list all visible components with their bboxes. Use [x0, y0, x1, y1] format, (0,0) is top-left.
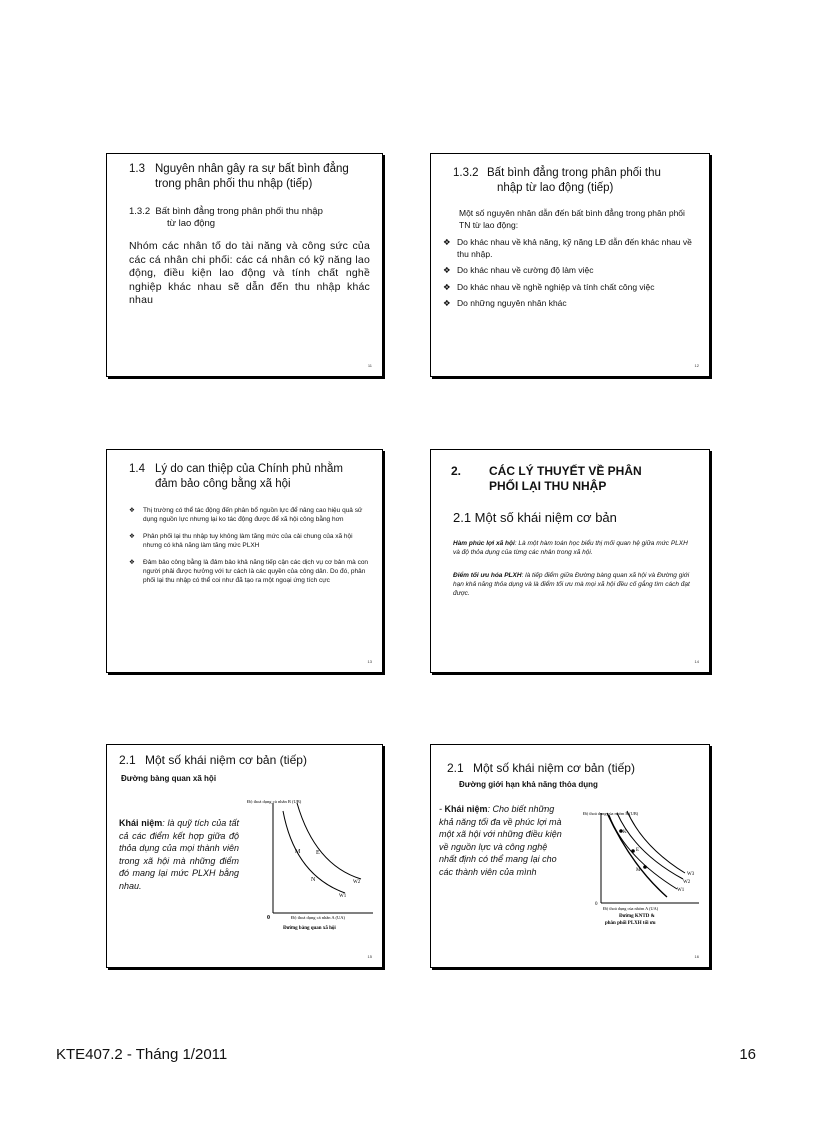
- utility-frontier-curve: [607, 813, 667, 897]
- list-item-text: Do khác nhau về nghề nghiệp và tính chất công việc: [457, 281, 655, 292]
- x-axis-label: Độ thoả dụng của nhóm A (UA): [603, 906, 659, 911]
- slide-title: [119, 753, 370, 768]
- point-m-marker: [643, 865, 647, 869]
- title-number: 1.3.2: [453, 167, 479, 179]
- title-number: 2.: [451, 464, 462, 478]
- title-line-2: đảm bảo công bằng xã hội: [155, 478, 291, 490]
- origin-label: 0: [595, 902, 598, 907]
- title-number: 1.3: [129, 163, 145, 175]
- diamond-bullet-icon: ❖: [129, 559, 135, 566]
- concept-definition: [119, 817, 239, 892]
- diamond-bullet-icon: ❖: [443, 281, 451, 292]
- point-e-marker: [631, 849, 635, 853]
- title-line-2: PHỐI LẠI THU NHẬP: [489, 479, 607, 493]
- list-item: [443, 298, 697, 310]
- footer-page-number: 16: [739, 1046, 756, 1063]
- utility-possibility-chart: [581, 807, 705, 937]
- curve-w1: [609, 815, 677, 889]
- list-item-text: Thị trường có thể tác động đến phân bổ nguồn lực để nâng cao hiệu quả sử dụng nguồn lực nhưng lại ko tác động được để xã hội công bằng hơn: [143, 507, 363, 523]
- slide-page-number: 14: [694, 659, 699, 664]
- title-line-2: trong phân phối thu nhập (tiếp): [155, 178, 313, 190]
- curve-w2: [297, 803, 361, 879]
- list-item: [443, 265, 697, 277]
- curve-label-w1: W1: [339, 894, 347, 899]
- title-line-1: Một số khái niệm cơ bản (tiếp): [473, 761, 635, 775]
- diamond-bullet-icon: ❖: [129, 533, 135, 540]
- concept-definition: [439, 803, 567, 878]
- list-item: [129, 506, 370, 524]
- curve-label-w3: W3: [687, 872, 695, 877]
- subtitle-number: 1.3.2: [129, 206, 151, 217]
- slide-page-number: 16: [694, 954, 699, 959]
- slide-16: [430, 744, 710, 968]
- slide-title: [119, 162, 370, 192]
- chart-caption: Đường bàng quan xã hội: [283, 926, 336, 931]
- chart-caption-line-1: Đường KNTD &: [619, 914, 655, 919]
- subtitle-line-2: từ lao động: [167, 218, 216, 229]
- list-item: [443, 237, 697, 260]
- slide-page-number: 12: [694, 363, 699, 368]
- slide-body: Nhóm các nhân tố do tài năng và công sức của các cá nhân chi phối: các cá nhân có kỹ năng lao động, điều kiện lao động và tính chất nghề nghiệp khác nhau sẽ dẫn đến thu nhập khác nhau: [129, 240, 370, 306]
- point-e: E: [316, 850, 320, 856]
- definition-text: : là tiếp điểm giữa Đường bàng quan xã hội và Đường giới hạn khả năng thỏa dụng và là điểm tối ưu mà mọi xã hội đều cố gắng tìm cách đạt được.: [453, 572, 690, 597]
- x-axis-label: Độ thoả dụng cá nhân A (UA): [291, 915, 345, 920]
- title-number: 2.1: [119, 753, 136, 767]
- point-m: M: [636, 868, 641, 873]
- list-item: [129, 532, 370, 550]
- list-item: [129, 558, 370, 585]
- diamond-bullet-icon: ❖: [443, 265, 451, 275]
- slide-subtitle: [129, 206, 370, 230]
- slide-intro: Một số nguyên nhân dẫn đến bất bình đẳng trong phân phối TN từ lao động:: [459, 208, 685, 230]
- slide-subtitle: Đường bàng quan xã hội: [121, 774, 217, 783]
- slide-12: [430, 153, 710, 377]
- bullet-list: [129, 506, 370, 585]
- slide-11: [106, 153, 383, 377]
- list-item-text: Do khác nhau về cường độ làm việc: [457, 265, 594, 275]
- list-item-text: Đảm bảo công bằng là đảm bảo khả năng tiếp cận các dịch vụ cơ bản mà con người phải được hưởng với tư cách là các quyền của công dân. Do đó, phân phối lại thu nhập có thể coi như đã tạo ra một ngoại ứng tích cực: [143, 559, 369, 584]
- slide-page-number: 13: [367, 659, 372, 664]
- title-number: 2.1: [447, 761, 464, 775]
- point-m: M: [295, 849, 301, 855]
- slide-title: [443, 761, 697, 776]
- chart-caption-line-2: phân phối PLXH tối ưu: [605, 921, 656, 926]
- concept-term: Khái niệm: [444, 804, 488, 814]
- y-axis-label: Độ thoả dụng củ nhân B (UB): [247, 799, 302, 804]
- title-line-1: Nguyên nhân gây ra sự bất bình đẳng: [155, 163, 349, 175]
- bullet-list: [443, 237, 697, 310]
- title-line-1: Lý do can thiệp của Chính phủ nhằm: [155, 463, 343, 475]
- list-item-text: Do những nguyên nhân khác: [457, 298, 567, 308]
- concept-text: : Cho biết những khả năng tối đa về phúc lợi mà một xã hội với những điều kiện về nguồn lực và công nghệ nhất định có thể mang lại cho các thành viên của mình: [439, 804, 562, 877]
- y-axis-label: Độ thoả dụng của nhóm B (UB): [583, 811, 639, 816]
- definition-welfare-optimum: [453, 571, 691, 598]
- title-line-2: nhập từ lao động (tiếp): [497, 182, 614, 194]
- point-k: K: [623, 830, 627, 835]
- list-item-text: Do khác nhau về khả năng, kỹ năng LĐ dẫn đến khác nhau về thu nhập.: [457, 237, 692, 259]
- diamond-bullet-icon: ❖: [129, 507, 135, 514]
- curve-label-w1: W1: [677, 888, 685, 893]
- curve-label-w2: W2: [353, 880, 361, 885]
- point-e: E: [636, 848, 640, 853]
- curve-label-w2: W2: [683, 880, 691, 885]
- diamond-bullet-icon: ❖: [443, 237, 451, 247]
- slide-title: [443, 464, 697, 494]
- concept-prefix: -: [439, 804, 445, 814]
- slide-page-number: 11: [367, 363, 372, 368]
- title-line-1: Một số khái niệm cơ bản (tiếp): [145, 753, 307, 767]
- slide-13: [106, 449, 383, 673]
- origin-label: 0: [267, 915, 270, 921]
- section-heading: 2.1 Một số khái niệm cơ bản: [453, 510, 617, 525]
- list-item: [443, 282, 697, 294]
- footer-course-code: KTE407.2 - Tháng 1/2011: [56, 1046, 228, 1063]
- slide-subtitle: Đường giới hạn khả năng thỏa dụng: [459, 780, 598, 789]
- diamond-bullet-icon: ❖: [443, 298, 451, 308]
- list-item-text: Phân phối lại thu nhập tuy không làm tăng mức của cải chung của xã hội nhưng có khả năng làm tăng mức PLXH: [143, 533, 353, 549]
- slide-page-number: 15: [367, 954, 372, 959]
- definition-social-welfare-function: [453, 539, 691, 557]
- social-indifference-chart: [243, 793, 383, 943]
- slide-title: [119, 462, 370, 492]
- concept-term: Khái niệm: [119, 818, 163, 828]
- concept-text: : là quỹ tích của tất cả các điểm kết hợp giữa độ thỏa dụng của mọi thành viên trong xã hội mà những điểm đó mang lại mức PLXH bằng nhau.: [119, 818, 239, 891]
- point-n: N: [311, 877, 316, 883]
- title-number: 1.4: [129, 463, 145, 475]
- definition-term: Điểm tối ưu hóa PLXH: [453, 572, 522, 579]
- slide-14: [430, 449, 710, 673]
- title-line-1: CÁC LÝ THUYẾT VỀ PHÂN: [489, 464, 642, 478]
- slide-15: [106, 744, 383, 968]
- slide-title: [443, 166, 697, 196]
- subtitle-line-1: Bất bình đẳng trong phân phối thu nhập: [155, 206, 323, 217]
- title-line-1: Bất bình đẳng trong phân phối thu: [487, 167, 661, 179]
- definition-term: Hàm phúc lợi xã hội: [453, 540, 515, 547]
- definition-text: : Là một hàm toán học biểu thị mối quan hệ giữa mức PLXH và độ thỏa dụng của từng các nhân trong xã hội.: [453, 540, 688, 556]
